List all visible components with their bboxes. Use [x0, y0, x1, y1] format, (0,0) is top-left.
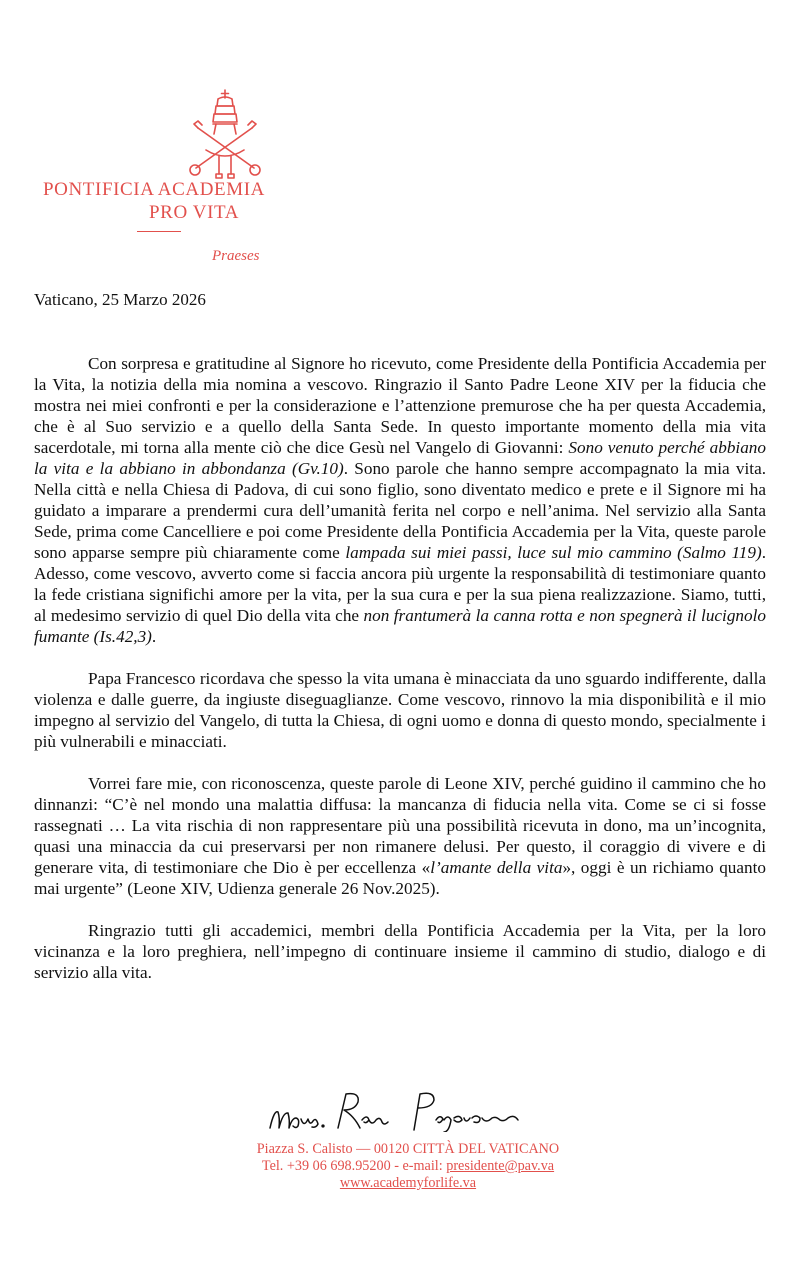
handwritten-signature [268, 1088, 530, 1132]
papal-crest-icon [186, 88, 264, 180]
text-run: . Adesso, come vescovo, avverto come si faccia ancora più urgente la responsabilità di testimoniare quanto la fede cristiana significhi amore per la vita, per la sua cura e per la sua piena realizzazione. Siamo, tutti, al medesimo servizio di quel Dio della vita che [34, 543, 766, 625]
text-run: Ringrazio tutti gli accademici, membri della Pontificia Accademia per la Vita, per la loro vicinanza e la loro preghiera, nell’impegno di continuare insieme il cammino di studio, dialogo e di servizio alla vita. [34, 921, 766, 982]
text-run: . Sono parole che hanno sempre accompagnato la mia vita. Nella città e nella Chiesa di Padova, di cui sono figlio, sono diventato medico e prete e il Signore mi ha guidato a imparare a prendermi cura dell’umanità ferita nel corpo e nell’anima. Nel servizio alla Santa Sede, prima come Cancelliere e poi come Presidente della Pontificia Accademia per la Vita, queste parole sono apparse sempre più chiaramente come [34, 459, 766, 562]
footer-address: Piazza S. Calisto — 00120 CITTÀ DEL VATICANO [256, 1141, 560, 1157]
email-link[interactable]: presidente@pav.va [446, 1158, 555, 1174]
body-paragraph [34, 353, 766, 647]
text-run: », oggi è un richiamo quanto mai urgente” (Leone XIV, Udienza generale 26 Nov.2025). [34, 858, 766, 898]
text-run: Con sorpresa e gratitudine al Signore ho ricevuto, come Presidente della Pontificia Accademia per la Vita, la notizia della mia nomina a vescovo. Ringrazio il Santo Padre Leone XIV per la fiducia che mostra nei miei confronti e per la considerazione e l’attenzione premurose che ha per questa Accademia, che è al Suo servizio e a quello della Santa Sede. In questo importante momento della mia vita sacerdotale, mi torna alla mente ciò che dice Gesù nel Vangelo di Giovanni: [34, 354, 766, 457]
body-paragraph [34, 668, 766, 752]
italic-quote: Sono venuto perché abbiano la vita e la abbiano in abbondanza (Gv.10) [34, 438, 766, 478]
footer-website [220, 1175, 596, 1192]
website-link[interactable]: www.academyforlife.va [339, 1175, 477, 1191]
italic-quote: lampada sui miei passi, luce sul mio cammino (Salmo 119) [345, 543, 762, 562]
letter-body [34, 353, 766, 1004]
italic-quote: l’amante della vita [430, 858, 563, 877]
footer-phone-label: Tel. +39 06 698.95200 - e-mail: [261, 1158, 447, 1174]
org-name-line1: PONTIFICIA ACADEMIA [43, 179, 265, 200]
italic-quote: non frantumerà la canna rotta e non spegnerà il lucignolo fumante (Is.42,3) [34, 606, 766, 646]
org-name-line2: PRO VITA [149, 202, 240, 223]
text-run: Papa Francesco ricordava che spesso la vita umana è minacciata da uno sguardo indifferente, dalla violenza e dalle guerre, da ingiuste diseguaglianze. Come vescovo, rinnovo la mia disponibilità e il mio impegno al servizio del Vangelo, di tutta la Chiesa, di ogni uomo e donna di questo mondo, specialmente i più vulnerabili e minacciati. [34, 669, 766, 751]
body-paragraph [34, 773, 766, 899]
body-paragraph [34, 920, 766, 983]
footer-contact [220, 1158, 596, 1175]
text-run: Vorrei fare mie, con riconoscenza, queste parole di Leone XIV, perché guidino il cammino che ho dinnanzi: “C’è nel mondo una malattia diffusa: la mancanza di fiducia nella vita. Come se ci si fosse rassegnati … La vita rischia di non rappresentare più una possibilità ricevuta in dono, ma un’incognita, quasi una minaccia da cui preservarsi per non rimanere delusi. Per questo, il coraggio di vivere e di generare vita, di testimoniare che Dio è per eccellenza « [34, 774, 766, 877]
text-run: . [151, 627, 157, 646]
office-title: Praeses [212, 248, 260, 264]
letterhead-divider [137, 231, 181, 232]
letter-date: Vaticano, 25 Marzo 2026 [34, 290, 206, 309]
letter-footer [220, 1141, 596, 1192]
